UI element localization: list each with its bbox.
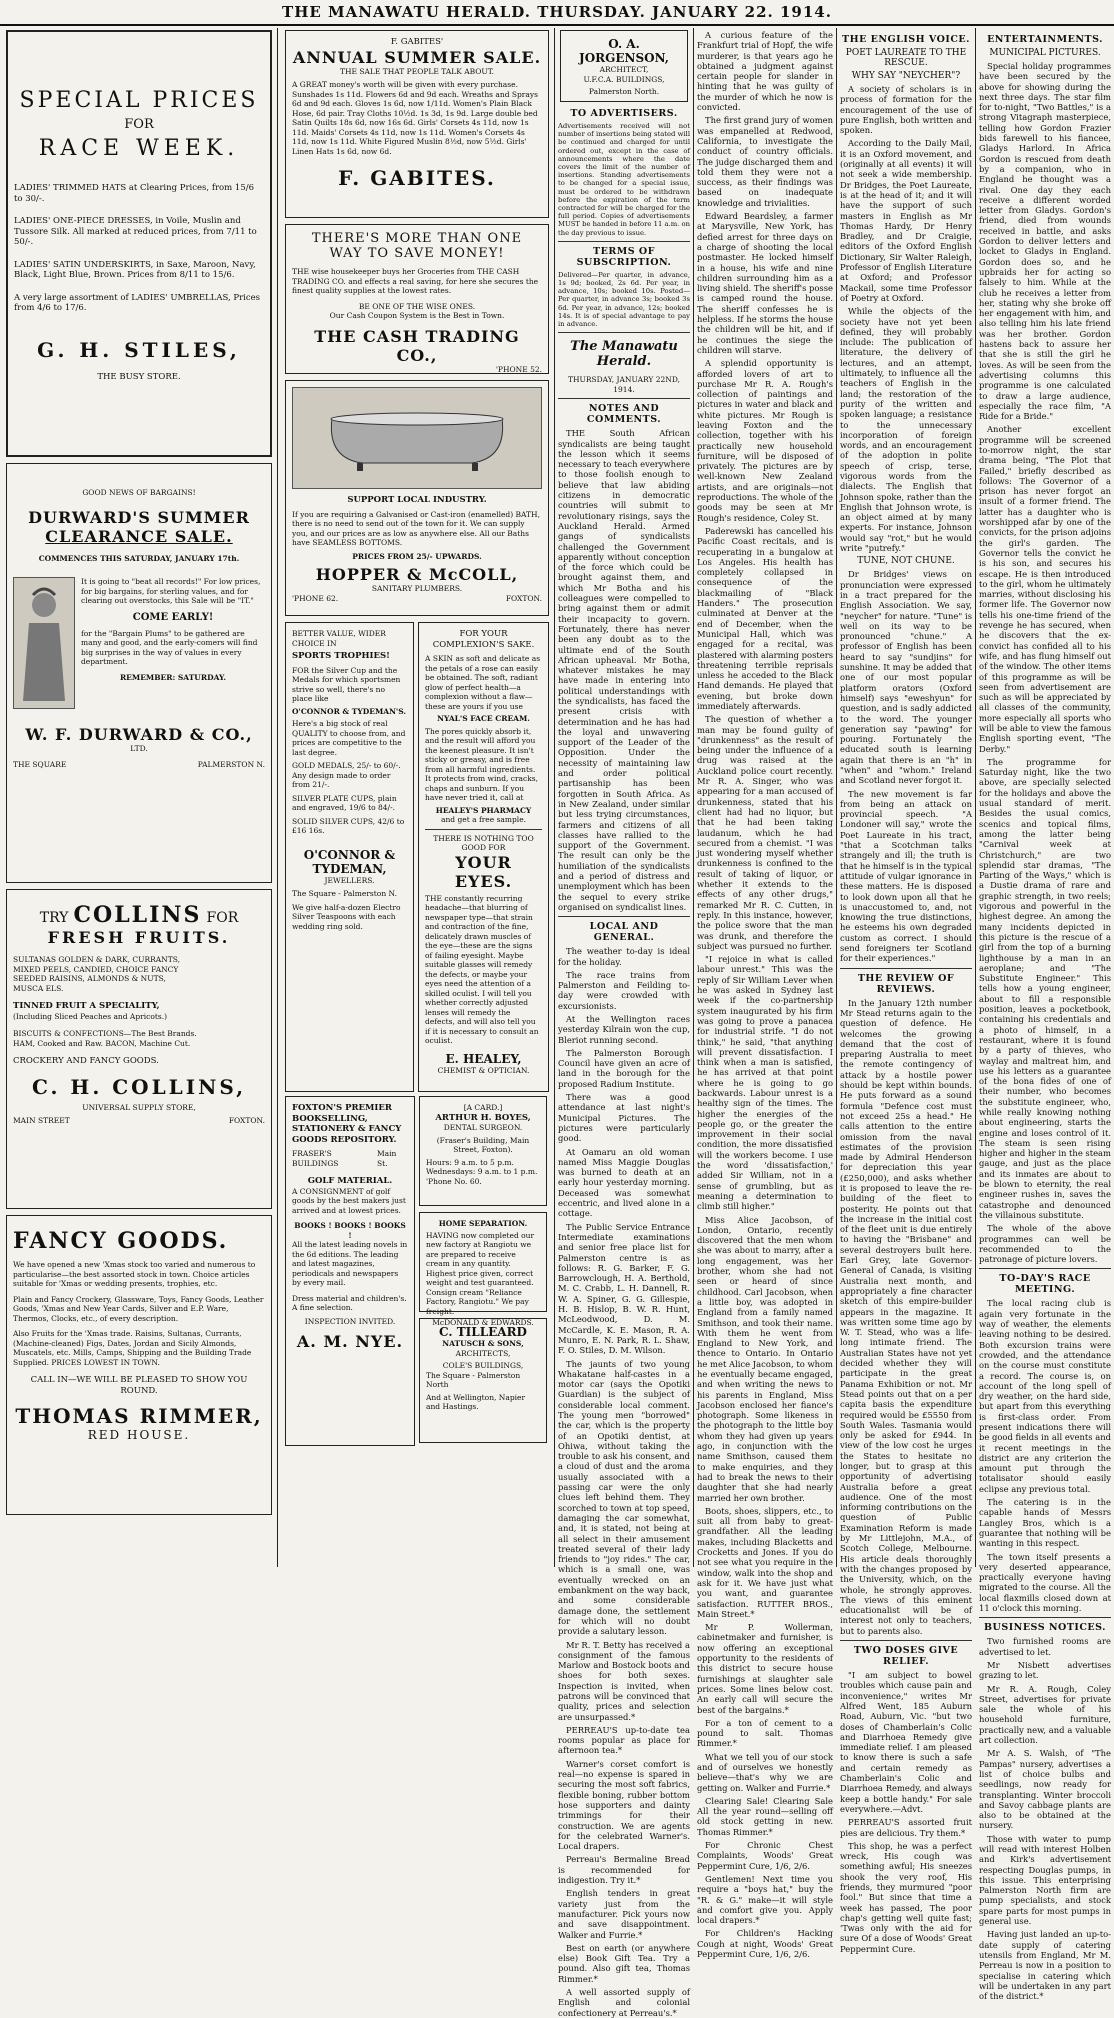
local-paragraph: The weather to-day is ideal for the holiday.: [558, 946, 690, 967]
local-article: [558, 946, 690, 2018]
local-paragraph: Perreau's Bermaline Bread is recommended for indigestion. Try it.*: [558, 1854, 690, 1886]
hopper-body: If you are requiring a Galvanised or Cast-iron (enamelled) BATH, there is no need to send out of the town for it. We can supply you, and our prices are as low as anywhere else. All our Baths have SEAMLESS BOTTOMS.: [292, 509, 540, 547]
entertainments-article: [979, 61, 1111, 1264]
col4-paragraph: Paderewski has cancelled his Pacific Coast recitals, and is recuperating in a bungalow at Los Angeles. His health has completely collapsed in consequence of the blackmailing of "Black Handers." The prosecution culminated at Denver at the end of December, when the Municipal Hall, which was engaged for a recital, was plastered with alarming posters threatening terrible reprisals unless he acceded to the Black Hand demands. He played that evening, but broke down immediately afterwards.: [697, 525, 833, 711]
nye-head-3: GOODS REPOSITORY.: [292, 1134, 397, 1145]
lady-figure-icon: [19, 583, 69, 703]
tilleard-title: ARCHITECTS,: [455, 1348, 511, 1358]
column-rule: [836, 28, 837, 1567]
durward-title-2: CLEARANCE SALE.: [45, 526, 233, 546]
municipal-pictures-head: MUNICIPAL PICTURES.: [989, 48, 1101, 58]
col4-paragraph: Edward Beardsley, a farmer at Marysville, New York, has defied arrest for three days on a charge of shooting the local postmaster. He locked himself in a house, his wife and nine children surrounding him as a living shield. The sheriff's posse is camped round the house. The sheriff confesses he is helpless. If he storms the house the children will be hit, and if he continues the siege the children will starve.: [697, 211, 833, 355]
nye-name: A. M. NYE.: [296, 1332, 404, 1351]
col5-paragraph: The new movement is far from being an attack on provincial speech. "A Londoner will say," wrote the Poet Laureate in his tract, "that a Scotchman talks strangely and ill; the truth is that he himself is in the typical attitude of vulgar ignorance in these matters. He is disposed to look down upon all that he is unaccustomed to, and, not knowing the true distinctions, he esteems his own degraded custom as correct. I should send foreigners ter Scotland for their experiences.": [840, 788, 972, 964]
entertainments-head: ENTERTAINMENTS.: [987, 34, 1103, 45]
collins-line-2: MIXED PEELS, CANDIED, CHOICE FANCY: [13, 964, 179, 974]
oconnor-firm: O'CONNOR & TYDEMAN'S.: [292, 706, 406, 716]
tune-article: [840, 569, 972, 963]
col6-paragraph: Mr A. S. Walsh, of "The Pampas" nursery, advertises a list of choice bulbs and seedlings, now ready for transplanting. Winter broccoli and Savoy cabbage plants are also to be obtained at the nursery.: [979, 1748, 1111, 1831]
oconnor-address: The Square - Palmerston N.: [292, 889, 397, 898]
stiles-item-1: LADIES' TRIMMED HATS at Clearing Prices, from 15/6 to 30/-.: [14, 183, 254, 204]
collins-line-3: SEEDED RAISINS, ALMONDS & NUTS,: [13, 974, 166, 983]
healey-top: FOR YOUR COMPLEXION'S SAKE.: [432, 629, 535, 650]
healey-eyes-body: THE constantly recurring headache—that blurring of newspaper type—that strain and contraction of the fine, delicately drawn muscles of the eye—these are the signs of failing eyesight. Maybe suitable glasses will remedy the defects, or maybe your eyes need the attention of a skilled oculist. I will tell you whether correctly adjusted lenses will remedy the defects, and will also tell you if it is necessary to consult an oculist.: [425, 893, 539, 1045]
mcdonald-body: HAVING now completed our new factory at Rangiotu we are prepared to receive cream in any quantity. Highest price given, correct weight and test guaranteed. Consign cream "Reliance Factory, Rangiotu." We pay freight.: [426, 1230, 535, 1316]
subscription-body: Delivered—Per quarter, in advance, 1s 9d; booked, 2s 6d. Per year, in advance, 10s; booked 10s. Posted—Per quarter, in advance 3s; booked 3s 6d. Per year, in advance, 12s; booked 14s. It is of special advantage to pay in advance.: [558, 270, 690, 329]
durward-body-2: for the "Bargain Plums" to be gathered are many and good, and the early-comers will find big surprises in the way of values in every department.: [81, 628, 258, 666]
hopper-support: SUPPORT LOCAL INDUSTRY.: [347, 495, 487, 505]
nye-head-1: FOXTON'S PREMIER: [292, 1103, 392, 1113]
boyes-ad: [419, 1096, 547, 1206]
english-voice-head: THE ENGLISH VOICE.: [842, 34, 970, 45]
jorgenson-town: Palmerston North.: [588, 87, 660, 96]
cash-name: THE CASH TRADING CO.,: [314, 326, 520, 365]
col4-paragraph: Clearing Sale! Clearing Sale All the year round—selling off old stock getting in new. Thomas Rimmer.*: [697, 1795, 833, 1837]
hopper-mccoll-ad: [285, 380, 549, 616]
col4-paragraph: The question of whether a man may be found guilty of "drunkenness" as the result of being under the influence of a drug was raised at the Auckland police court recently. Mr R. A. Singer, who was appearing for a man accused of drunkenness, stated that his client had had no liquor, but that he had been taking laudanum, which he had secured from a chemist. "I was just wondering myself whether drunkenness is confined to the result of taking of liquor, or whether it extends to the effects of any other drugs," remarked Mr R. C. Cutten, in reply. In this instance, however, the police swore that the man was drunk, and therefore the subject was pursued no further.: [697, 714, 833, 951]
rimmer-ad: [6, 1215, 272, 1515]
healey-ad: [418, 622, 549, 1092]
rimmer-body-2: Plain and Fancy Crockery, Glassware, Toys, Fancy Goods, Leather Goods, 'Xmas and New Year Cards, Silver and E.P. Ware, Thermos, Clocks, etc., of every description.: [13, 1294, 264, 1323]
english-voice-article: [840, 84, 972, 553]
col4-paragraph: Boots, shoes, slippers, etc., to suit all from baby to great-grandfather. All the leading makes, including Blacketts and Crocketts and Jones. If you do not see what you require in the window, walk into the shop and ask for it. We have just what you want, and guarantee satisfaction. RUTTER BROS., Main Street.*: [697, 1505, 833, 1619]
col4-paragraph: Mr P. Wollerman, cabinetmaker and furnisher, is now offering an exceptional opportunity to the residents of this district to secure house furnishings at slaughter sale prices. Some lines below cost. An early call will secure the best of the bargains.*: [697, 1622, 833, 1715]
nye-ad: [285, 1096, 415, 1446]
advertisers-head: TO ADVERTISERS.: [570, 108, 678, 119]
two-doses-article: [840, 1670, 972, 1954]
hopper-town: FOXTON.: [505, 593, 542, 603]
local-paragraph: English tenders in great variety just from the manufacturer. Pick yours now and save disappointment. Walker and Furrie.*: [558, 1888, 690, 1940]
local-paragraph: PERREAU'S up-to-date tea rooms popular as place for afternoon tea.*: [558, 1724, 690, 1756]
cash-body: THE wise housekeeper buys her Groceries from THE CASH TRADING CO. and effects a real saving, for here she secures the finest quality supplies at the lowest rates.: [292, 267, 539, 295]
two-doses-head: TWO DOSES GIVE RELIEF.: [853, 1645, 959, 1668]
col6-paragraph: The local racing club is again very fortunate in the way of weather, the elements leaving nothing to be desired. Both excursion trains were crowded, and the attendance on the course must constitute a record. The course is, on account of the long spell of dry weather, on the hard side, but apart from this everything is first-class order. From present indications there will be good fields in all events and it recent meetings in the district are any criterion the amount put through the totalisator should easily eclipse any previous total.: [979, 1298, 1111, 1494]
nye-books-body: All the latest leading novels in the 6d editions. The leading and latest magazines, periodicals and newspapers by every mail.: [292, 1240, 408, 1287]
local-paragraph: The Public Service Entrance Intermediate examinations and senior free place list for Palmerston centre is as follows: R. G. Barker, F. G. Barrowclough, H. A. Berthold, M. C. Crabb, L. H. Dannell, R. W. A. Spiner, G. G. Gillespie, H. B. Hislop, B. W. R. Hunt, McLeodwood, D. M. McCardle, K. E. Mason, R. A. Munro, E. N. Park, R. L. Shaw, F. O. Stiles, D. M. Wilson.: [558, 1221, 690, 1356]
column-rule: [693, 28, 694, 1567]
durward-ad: [6, 463, 272, 883]
cash-phone: 'PHONE 52.: [495, 364, 542, 374]
poet-laureate-head: POET LAUREATE TO THE RESCUE.: [845, 48, 967, 68]
bath-icon: [322, 403, 512, 473]
col4-paragraph: A splendid opportunity is afforded lovers of art to purchase Mr R. A. Rough's collection of paintings and pictures in water and black and white pictures. Mr Rough is leaving Foxton and the collection, together with his practically new household furniture, will be disposed of privately. The pictures are by well-known New Zealand artists, and are originals—not reproductions. The whole of the goods may be seen at Mr Rough's residence, Coley St.: [697, 358, 833, 523]
hopper-trade: SANITARY PLUMBERS.: [371, 584, 463, 593]
col6-paragraph: Those with water to pump will read with interest Holben and Kirk's advertisement respecting Douglas pumps, in this issue. This enterprising Palmerston North firm are pump specialists, and stock spare parts for most pumps in general use.: [979, 1833, 1111, 1927]
rimmer-title: FANCY GOODS.: [13, 1228, 229, 1254]
boyes-card: [A CARD.]: [463, 1103, 503, 1112]
stiles-name: G. H. STILES,: [37, 337, 241, 362]
durward-remember: REMEMBER: SATURDAY.: [119, 672, 227, 682]
notes-head: NOTES AND COMMENTS.: [586, 403, 662, 426]
collins-name-big: COLLINS: [73, 902, 202, 928]
review-article: [840, 998, 972, 1636]
col5-paragraph: According to the Daily Mail, it is an Oxford movement, and (originally at all events) it will not seek a wide membership. Dr Bridges, the Poet Laureate, is at the head of it; and it will have the support of such masters in English as Mr Thomas Hardy, Dr Henry Bradley, and Dr Craigie, editors of the Oxford English Dictionary, Sir Walter Raleigh, Professor of English Literature at Oxford; and Professor Mackail, some time Professor of Poetry at Oxford.: [840, 138, 972, 303]
col6-paragraph: The programme for Saturday night, like the two above, are specially selected for the holidays and above the usual standard of merit. Besides the usual comics, scenics and topical films, among the latter being "Carnival week at Christchurch," are two splendid star dramas, "The Parting of the Ways," which is a Dustie drama of rare and graphic strength, in two reels; vigorous and powerful in the highest degree. An among the many incidents depicted in this picture is the rescue of a girl from the top of a burning lighthouse by a man in an aeroplane; and "The Substitute Engineer." This tells how a young engineer, about to fill a responsible position, leaves a pocketbook, containing his credentials and a photo of himself, in a restaurant, where it is found by a party of thieves, who waylay and maltreat him, and use his letters as a guarantee of the bona fides of one of their number, who becomes the substitute engineer, who, while really knowing nothing about engineering, starts the engine and loses control of it. The steam is seen rising higher and higher in the steam gauge, and just as the place and its inmates are about to be blown to eternity, the real engineer rushes in, saves the catastrophe and denounced the villainous substitute.: [979, 756, 1111, 1220]
oconnor-body-1: FOR the Silver Cup and the Medals for which sportsmen strive so well, there's no place like: [292, 665, 401, 703]
tilleard-ad: [419, 1318, 547, 1443]
local-paragraph: Best on earth (or anywhere else) Book Gift Tea. Try a pound. Also gift tea, Thomas Rimmer.*: [558, 1942, 690, 1984]
column-3: [558, 30, 690, 2018]
collins-store: UNIVERSAL SUPPLY STORE,: [82, 1102, 196, 1112]
nye-head-2: BOOKSELLING, STATIONERY & FANCY: [292, 1113, 402, 1134]
oconnor-tydeman-ad: [285, 622, 414, 1092]
cash-wise: BE ONE OF THE WISE ONES.: [358, 301, 476, 311]
collins-town: FOXTON.: [228, 1116, 265, 1125]
race-meeting-head: TO-DAY'S RACE MEETING.: [999, 1273, 1091, 1296]
col4-paragraph: The first grand jury of women was empanelled at Redwood, California, to investigate the conduct of country officials. The judge discharged them and told them they were not a success, as their findings was based on inadequate knowledge and trivialities.: [697, 115, 833, 208]
collins-line-4: MUSCA ELS.: [13, 983, 64, 993]
rimmer-house: RED HOUSE.: [87, 1428, 191, 1442]
durward-commences: COMMENCES THIS SATURDAY, JANUARY 17th.: [38, 553, 240, 563]
col4-paragraph: Miss Alice Jacobson, of London, Ontario, recently discovered that the men whom she was about to marry, after a long engagement, was her brother, whom she had not seen or heard of since childhood. Carl Jacobson, when a little boy, was adopted in England from a family named Smithson, and took their name. With them he went from England to New York, and thence to Ontario. In Ontario he met Alice Jacobson, to whom he eventually became engaged, and when writing the news to his parents in England, Miss Jacobson enclosed her fiance's photograph. Some likeness in the photograph to the little boy whom they had given up years ago, in conjunction with the name Smithson, caused them to make enquiries, and they had to break the news to their daughter that she had nearly married her own brother.: [697, 1214, 833, 1503]
durward-ltd: LTD.: [130, 744, 148, 753]
rimmer-body-1: We have opened a new 'Xmas stock too varied and numerous to particularise—the best assorted stock in town. Choice articles suitable for 'Xmas or wedding presents, trophies, etc.: [13, 1260, 256, 1288]
nye-golf: GOLF MATERIAL.: [307, 1176, 393, 1186]
stiles-for: FOR: [124, 117, 154, 132]
oconnor-jewellers: JEWELLERS.: [324, 875, 375, 885]
notes-article: [558, 428, 690, 912]
gabites-tag: THE SALE THAT PEOPLE TALK ABOUT.: [339, 66, 495, 76]
gabites-ad: [285, 30, 549, 218]
mcdonald-name: McDONALD & EDWARDS.: [432, 1318, 534, 1327]
healey-name: E. HEALEY,: [445, 1051, 522, 1066]
jorgenson-name: O. A. JORGENSON,: [579, 37, 669, 65]
oconnor-better: BETTER VALUE, WIDER CHOICE IN: [292, 629, 386, 648]
stiles-item-2: LADIES' ONE-PIECE DRESSES, in Voile, Muslin and Tussore Silk. All marked at reduced prices, from 7/11 to 50/-.: [14, 216, 257, 247]
healey-title: CHEMIST & OPTICIAN.: [437, 1065, 530, 1075]
collins-street: MAIN STREET: [13, 1116, 70, 1125]
stiles-ad: [6, 30, 272, 457]
rimmer-call: CALL IN—WE WILL BE PLEASED TO SHOW YOU ROUND.: [30, 1375, 248, 1396]
local-paragraph: The jaunts of two young Whakatane half-castes in a motor car (says the Opotiki Guardian) is the subject of considerable local comment. The young men "borrowed" the car, which is the property of an Opotiki dentist, at Ohiwa, without taking the trouble to ask his consent, and a cloud of dust and the aroma usually associated with a passing car were the only clues left behind them. They scorched to town at top speed, damaging the car somewhat, and, it is stated, not being at all select in their amusement treated several of their lady friends to "joy rides." The car, which is a small one, was eventually wrecked on an embankment on the way back, and some considerable damage done, the settlement for which will no doubt provide a salutary lesson.: [558, 1358, 690, 1637]
stiles-item-4: A very large assortment of LADIES' UMBRELLAS, Prices from 4/6 to 17/6.: [14, 292, 261, 313]
collins-crockery: CROCKERY AND FANCY GOODS.: [13, 1056, 159, 1066]
oconnor-name-1: O'CONNOR &: [303, 847, 396, 862]
hopper-phone: 'PHONE 62.: [292, 593, 339, 603]
cash-coupon: Our Cash Coupon System is the Best in Town.: [329, 311, 505, 320]
col6-paragraph: Special holiday programmes have been secured by the above for showing during the next three days. The star film for to-night, "Two Battles," is a strong Vitagraph masterpiece, telling how Gordon Frazier bids farewell to his fiancee, Gladys Harlord. In Africa Gordon is rescued from death by a companion, who in England he thought was a rival. One day they each receive a different worded letter from Gladys. Gordon's friend, died from wounds received in battle, and asks Gordon to deliver letters and locket to Gladys in England. Gordon does so, and he upbraids her for acting so falsely to him. While at the club he receives a letter from her, stating why she broke off her engagement with him, and also telling him his late friend was her brother. Gordon hastens back to assure her that she is still the girl he loves. As will be seen from the advertising columns this programme is one calculated to draw a large audience, especially the race film, "A Ride for a Bride.": [979, 61, 1111, 422]
race-meeting-article: [979, 1298, 1111, 1613]
col6-paragraph: Two furnished rooms are advertised to let.: [979, 1636, 1111, 1657]
column-6: [979, 30, 1111, 2002]
col4-paragraph: "I rejoice in what is called labour unrest." This was the reply of Sir William Lever when he was asked in Sydney last week if the co-partnership system inaugurated by his firm was going to prove a panacea for industrial strife. "I do not think," he said, "that anything will prevent dissatisfaction. I think when a man is satisfied, he has arrived at that point where he is going to go backwards. Labour unrest is a healthy sign of the times. The higher the energies of the people go, or the greater the improvement in their social condition, the more dissatisfied will the workers become. I use the word 'dissatisfaction,' added Sir William, not in a sense of grumbling, but as meaning a determination to climb still higher.": [697, 954, 833, 1212]
col5-paragraph: Dr Bridges' views on pronunciation were expressed in a tract prepared for the English Association. We say, "neycher" for nature. "Tune" is well on its way to be pronounced "chune." A professor of English has been heard to say "sundjins" for sunshine. It may be added that one of our most popular platform orators (Oxford himself) says "eweshyun" for question, and is sadly addicted to the word. The younger generation say "pawing" for pouring. Fortunately the educated south is learning again that there is an "h" in "when" and "whom." Ireland and Scotland never forgot it.: [840, 569, 972, 786]
durward-top: GOOD NEWS OF BARGAINS!: [82, 488, 196, 497]
notes-paragraph: THE South African syndicalists are being taught the lesson which it seems necessary to teach everywhere to those foolish enough to believe that law abiding citizens in democratic countries will submit to revolutionary risings, says the Auckland Herald. Armed gangs of syndicalists challenged the Government apparently without conception of the force which could be brought against them, and which Mr Botha and his colleagues were compelled to bring against them or admit their incapacity to govern. Fortunately, there has never been any doubt as to the ultimate end of the South African upheaval. Mr Botha, whatever mistakes he may have made in entering into political understandings with the syndicalists, has faced the present crisis with determination and he has had the loyal and unwavering support of the Leader of the Opposition. Under the necessity of maintaining law and order political partisanship has been forgotten in South Africa. As in New Zealand, under similar but less trying circumstances, farmers and citizens of all classes have rallied to the support of the Government. The result can only be the humiliation of the syndicalists and a period of distress and unemployment which has been the sequel to every strike organised on syndicalist lines.: [558, 428, 690, 912]
local-paragraph: Warner's corset comfort is real—no expense is spared in securing the most soft fabrics, flexible boning, rubber bottom hose supporters and dainty trimmings for their construction. We are agents for the celebrated Warner's. Local drapers.: [558, 1758, 690, 1852]
healey-eyes: YOUR EYES.: [454, 852, 513, 891]
mcdonald-ad: [419, 1212, 547, 1327]
col5-paragraph: In the January 12th number Mr Stead returns again to the question of defence. He welcomes the growing demand that the cost of preparing Australia to meet the remote contingency of attack by a hostile power should be kept within bounds. He puts forward as a sound formula "Defence cost must not exceed 25s a head." He calls attention to the entire omission from the naval estimates of the provision made by Admiral Henderson for depreciation this year (£250,000), and asks whether it is proposed to leave the re-building of the fleet to posterity. He points out that the increase in the initial cost of the fleet unit is due entirely to having the "Brisbane" and several destroyers built here. Earl Grey, late Governor-General of Canada, is visiting Australia next month, and appropriately a fine character sketch of this empire-builder appears in the magazine. It was written some time ago by W. T. Stead, who was a life-long intimate friend. The Australian States have not yet decided whether they will participate in the great Panama Exhibition or not. Mr Stead points out that on a per capita basis the expenditure required would be £5550 from South Wales. Tasmania would only be asked for £944. In view of the low cost he urges the States to hesitate no longer, but to grasp at this opportunity of advertising Australia before a great audience. One of the most informing contributions on the question of Public Examination Reform is made by Mr Littlejohn, M.A., of Scotch College, Melbourne. His article deals thoroughly with the changes proposed by the University, which, on the whole, he strongly approves. The views of this eminent educationalist will be of interest not only to teachers, but to parents also.: [840, 997, 972, 1636]
col4-article: [697, 30, 833, 1959]
column-5: [840, 30, 972, 1954]
nye-invited: INSPECTION INVITED.: [304, 1316, 396, 1326]
durward-come-early: COME EARLY!: [132, 611, 214, 623]
cash-title-1: THERE'S MORE THAN ONE: [311, 231, 523, 246]
col5-paragraph: While the objects of the society have not yet been defined, they will probably include: The publication of literature, the delivery of lectures, and an attempt, ultimately, to influence all the teachers of English in the land; the restoration of the purity of the written and spoken language; a resistance to the unnecessary incorporation of foreign words, and an encouragement of the adoption in polite speech of crisp, terse, vigorous words from the dialects. The English that Johnson spoke, rather than the English that Johnson wrote, is an object aimed at by many experts. For instance, Johnson would say "rot," but he would write "putrefy.": [840, 306, 972, 554]
col4-paragraph: For Children's Hacking Cough at night, Woods' Great Peppermint Cure, 1/6, 2/6.: [697, 1928, 833, 1960]
nye-address-left: FRASER'S BUILDINGS: [292, 1149, 339, 1168]
local-paragraph: At the Wellington races yesterday Kilrain won the cup, Bleriot running second.: [558, 1014, 690, 1045]
local-paragraph: There was a good attendance at last night's Municipal Pictures. The pictures were particularly good.: [558, 1092, 690, 1144]
lady-illustration: [13, 577, 75, 709]
boyes-hours: Hours: 9 a.m. to 5 p.m. Wednesdays: 9 a.m. to 1 p.m. 'Phone No. 60.: [426, 1157, 538, 1186]
mcdonald-head: HOME SEPARATION.: [438, 1219, 528, 1228]
oconnor-body-2: Here's a big stock of real QUALITY to choose from, and prices are competitive to the last degree.: [292, 719, 406, 757]
boyes-title: DENTAL SURGEON.: [443, 1123, 523, 1132]
tune-head: TUNE, NOT CHUNE.: [857, 556, 955, 567]
oconnor-name-2: TYDEMAN,: [312, 861, 387, 876]
collins-tinned: TINNED FRUIT A SPECIALITY,: [13, 1001, 160, 1011]
oconnor-spoons: We give half-a-dozen Electro Silver Teaspoons with each wedding ring sold.: [292, 902, 401, 931]
nye-books: BOOKS ! BOOKS ! BOOKS !: [294, 1221, 406, 1240]
durward-title-1: DURWARD'S SUMMER: [28, 507, 250, 527]
collins-ham: HAM, Cooked and Raw. BACON, Machine Cut.: [13, 1038, 191, 1048]
collins-firm: C. H. COLLINS,: [31, 1074, 247, 1099]
collins-try: TRY: [39, 910, 69, 926]
col4-paragraph: For a ton of cement to a pound to salt. Thomas Rimmer.*: [697, 1717, 833, 1749]
stiles-item-3: LADIES' SATIN UNDERSKIRTS, in Saxe, Maroon, Navy, Black, Light Blue, Brown. Prices from 8/11 to 15/6.: [14, 259, 256, 280]
col6-paragraph: Having just landed an up-to-date supply of catering utensils from England, Mr M. Perreau is now in a position to specialise in catering which will be undertaken in any part of the district.*: [979, 1929, 1111, 2002]
oconnor-sports: SPORTS TROPHIES!: [292, 651, 390, 661]
gabites-title: ANNUAL SUMMER SALE.: [292, 47, 542, 67]
cash-title-2: WAY TO SAVE MONEY!: [329, 246, 505, 261]
local-paragraph: At Oamaru an old woman named Miss Maggie Douglas was burned to death at an early hour yesterday morning. Deceased was somewhat eccentric, and lived alone in a cottage.: [558, 1146, 690, 1219]
col4-paragraph: For Chronic Chest Complaints, Woods' Great Peppermint Cure, 1/6, 2/6.: [697, 1840, 833, 1871]
healey-sample: and get a free sample.: [440, 815, 527, 824]
healey-body-2: The pores quickly absorb it, and the result will afford you the keenest pleasure. It isn't sticky or greasy, and is free from all harmful ingredients. It protects from wind, cracks, chaps and sunburn. If you have never tried it, call at: [425, 726, 539, 802]
durward-name: W. F. DURWARD & CO.,: [25, 725, 253, 744]
col5-paragraph: PERREAU'S assorted fruit pies are delicious. Try them.*: [840, 1817, 972, 1838]
local-head: LOCAL AND GENERAL.: [589, 921, 659, 944]
collins-biscuits: BISCUITS & CONFECTIONS—The Best Brands.: [13, 1029, 197, 1038]
col6-paragraph: Mr Nisbett advertises grazing to let.: [979, 1659, 1111, 1681]
column-rule: [554, 28, 555, 1567]
oconnor-gold: GOLD MEDALS, 25/- to 60/-. Any design made to order from 21/-.: [292, 761, 401, 789]
tilleard-address: The Square - Palmerston North: [426, 1370, 521, 1389]
paper-date: THURSDAY, JANUARY 22ND, 1914.: [567, 375, 680, 394]
column-1: [4, 30, 274, 1565]
col5-paragraph: "I am subject to bowel troubles which cause pain and inconvenience," writes Mr Alfred Went, 185 Auburn Road, Auburn, Vic. "but two doses of Chamberlain's Colic and Diarrhoea Remedy give immediate relief. I am pleased to know there is such a safe and certain remedy as Chamberlain's Colic and Diarrhoea Remedy, and always keep a bottle handy." For sale everywhere.—Advt.: [840, 1670, 972, 1814]
collins-fresh: FRESH FRUITS.: [47, 928, 231, 947]
oconnor-silver: SILVER PLATE CUPS, plain and engraved, 19/6 to 84/-.: [292, 793, 397, 812]
tilleard-name-2: NATUSCH & SONS,: [442, 1339, 524, 1348]
boyes-name: ARTHUR H. BOYES,: [435, 1112, 531, 1123]
column-rule: [277, 28, 278, 1567]
durward-body: It is going to "beat all records!" For low prices, for big bargains, for sterling values, and for clearing out overstocks, this Sale will be "IT.": [81, 577, 261, 605]
gabites-name: F. GABITES.: [338, 166, 496, 190]
col4-paragraph: What we tell you of our stock and of ourselves we honestly believe—that's why we are getting on. Walker and Furrie.*: [697, 1751, 833, 1793]
jorgenson-building: U.F.C.A. BUILDINGS,: [583, 74, 665, 84]
hopper-prices: PRICES FROM 25/- UPWARDS.: [352, 551, 482, 561]
nye-address-right: Main St.: [376, 1149, 397, 1168]
collins-tinned-sub: (Including Sliced Peaches and Apricots.): [13, 1011, 168, 1021]
jorgenson-ad: [560, 30, 688, 102]
local-paragraph: The Palmerston Borough Council have given an acre of land in the borough for the proposed Radium Institute.: [558, 1047, 690, 1089]
col5-paragraph: This shop, he was a perfect wreck, His cough was something awful; His sneezes shook the very roof, His friends, they murmured "poor fool." But since that time a week has passed, The poor chap's getting well quite fast; 'Twas only with the aid for sure Of a dose of Woods' Great Peppermint Cure.: [840, 1840, 972, 1954]
col6-paragraph: Another excellent programme will be screened to-morrow night, the star drama being, "The Plot that Failed," briefly described as follows: The Governor of a prison has never forgot an insult of a former friend. The latter has a daughter who is worshipped afar by one of the convicts, for the prison adjoins the girl's garden. The Governor tells the convict he is his son, and secures his escape. He is then introduced to the girl, whom he ultimately marries, without disclosing his former life. The Governor now tells his one-time friend of the revenge he has secured, when he discovers that the ex-convict has confided all to his wife, and has flung himself out of the window. The other items of this programme as will be seen from advertisement are such as will be appreciated by all classes of the community, more especially all sports who will be able to view the famous English sporting event, "The Derby.": [979, 424, 1111, 754]
local-paragraph: A well assorted supply of English and colonial confectionery at Perreau's.*: [558, 1987, 690, 2018]
col4-paragraph: A curious feature of the Frankfurt trial of Hopf, the wife murderer, is that years ago he obtained a judgment against certain people for slander in hinting that he was guilty of the murder of which he now is convicted.: [697, 30, 833, 113]
stiles-title: SPECIAL PRICES: [19, 88, 259, 113]
local-paragraph: Mr R. T. Betty has received a consignment of the famous Marlow and Bostock boots and shoes for both sexes. Inspection is invited, when patrons will be convinced that quality, prices and selection are unsurpassed.*: [558, 1639, 690, 1722]
stiles-tag: THE BUSY STORE.: [97, 371, 181, 382]
subscription-head: TERMS OF SUBSCRIPTION.: [576, 245, 672, 268]
business-notices-head: BUSINESS NOTICES.: [984, 1622, 1106, 1634]
business-notices-article: [979, 1636, 1111, 2001]
col6-paragraph: Mr R. A. Rough, Coley Street, advertises for private sale the whole of his household furniture, practically new, and a valuable art collection.: [979, 1683, 1111, 1746]
durward-address-left: THE SQUARE: [13, 759, 67, 769]
collins-ad: [6, 889, 272, 1209]
gabites-small: F. GABITES': [390, 37, 444, 47]
rimmer-name: THOMAS RIMMER,: [15, 1404, 263, 1428]
collins-line-1: SULTANAS GOLDEN & DARK, CURRANTS,: [13, 955, 180, 964]
col6-paragraph: The catering is in the capable hands of Messrs Langley Bros, which is a guarantee that nothing will be wanting in this respect.: [979, 1497, 1111, 1549]
gabites-body: A GREAT money's worth will be given with every purchase. Sunshades 1s 11d. Flowers 6d and 9d each. Wreaths and Sprays 6d and 9d each. Gloves 1s 6d, now 1/11d. Women's Plain Black Hose, 6d pair. Tray Cloths 10½d. 1s 3d, 1s 9d. Large double bed Satin Quilts 18s 6d, now 16s 6d. Girls' Corsets 4s 11d, now 1s 11d. Maids' Corsets 4s 11d, now 1s 11d. Women's Corsets 4s 11d, now 1s 11d. White Figured Muslin 8½d, now 5½d. Girls' Linen Hats 1s 6d, now 6d.: [292, 80, 538, 156]
col6-paragraph: The town itself presents a very deserted appearance, practically everyone having migrated to the course. All the local flaxmills closed down at 11 o'clock this morning.: [979, 1551, 1111, 1614]
healey-cream: NYAL'S FACE CREAM.: [437, 714, 530, 723]
stiles-race-week: RACE WEEK.: [38, 136, 240, 161]
boyes-address: (Fraser's Building, Main Street, Foxton).: [436, 1135, 530, 1154]
nye-golf-body: A CONSIGNMENT of golf goods by the best makers just arrived and at lowest prices.: [292, 1186, 406, 1215]
healey-eyes-top: THERE IS NOTHING TOO GOOD FOR: [433, 833, 534, 852]
tilleard-building: COLE'S BUILDINGS,: [442, 1361, 524, 1370]
col6-paragraph: The whole of the above programmes can well be recommended to the patronage of picture lovers.: [979, 1223, 1111, 1265]
tilleard-name-1: C. TILLEARD: [439, 1325, 527, 1339]
column-rule: [975, 28, 976, 1567]
local-paragraph: The race trains from Palmerston and Feilding to-day were crowded with excursionists.: [558, 969, 690, 1011]
column-4: [697, 30, 833, 1960]
bath-illustration: [292, 387, 542, 489]
cash-trading-ad: [285, 224, 549, 374]
col4-paragraph: Gentlemen! Next time you require a "boys hat," buy the "R. & G." make—it will style and comfort give you. Apply local drapers.*: [697, 1873, 833, 1926]
advertisers-body: Advertisements received will not number of insertions being stated will be continued and charged for until ordered out, except in the case of announcements where the date covers the limit of the number of insertions. Standing advertisements to be changed for a special issue, must be ordered to be withdrawn before the expiration of the term contracted for will be charged for the full period. Copies of advertisements MUST be handed in before 11 a.m. on the day previous to issue.: [558, 122, 690, 237]
masthead: THE MANAWATU HERALD. THURSDAY. JANUARY 22. 1914.: [0, 0, 1114, 26]
paper-name: The Manawatu Herald.: [570, 339, 678, 370]
col5-paragraph: A society of scholars is in process of formation for the encouragement of the use of pure English, both written and spoken.: [840, 84, 972, 136]
healey-body: A SKIN as soft and delicate as the petals of a rose can easily be obtained. The soft, radiant glow of perfect health—a complexion without a flaw—these are yours if you use: [425, 654, 541, 711]
column-2: [283, 30, 551, 1565]
review-head: THE REVIEW OF REVIEWS.: [857, 972, 955, 995]
rimmer-body-3: Also Fruits for the 'Xmas trade. Raisins, Sultanas, Currants, (Machine-cleaned) Figs, Dates, Jordan and Sicily Almonds, Muscatels, etc. Mills, Camps, Shipping and the Building Trade Supplied. PRICES LOWEST IN TOWN.: [13, 1329, 252, 1367]
durward-address-right: PALMERSTON N.: [197, 759, 265, 769]
oconnor-solid: SOLID SILVER CUPS, 42/6 to £16 16s.: [292, 816, 405, 835]
neycher-head: WHY SAY "NEYCHER"?: [851, 71, 961, 81]
hopper-name: HOPPER & McCOLL,: [315, 565, 519, 584]
collins-for: FOR: [206, 910, 239, 926]
jorgenson-title: ARCHITECT,: [599, 65, 649, 74]
nye-dress: Dress material and children's. A fine selection.: [292, 1293, 407, 1312]
healey-pharmacy: HEALEY'S PHARMACY: [435, 805, 532, 815]
tilleard-also: And at Wellington, Napier and Hastings.: [426, 1392, 526, 1411]
